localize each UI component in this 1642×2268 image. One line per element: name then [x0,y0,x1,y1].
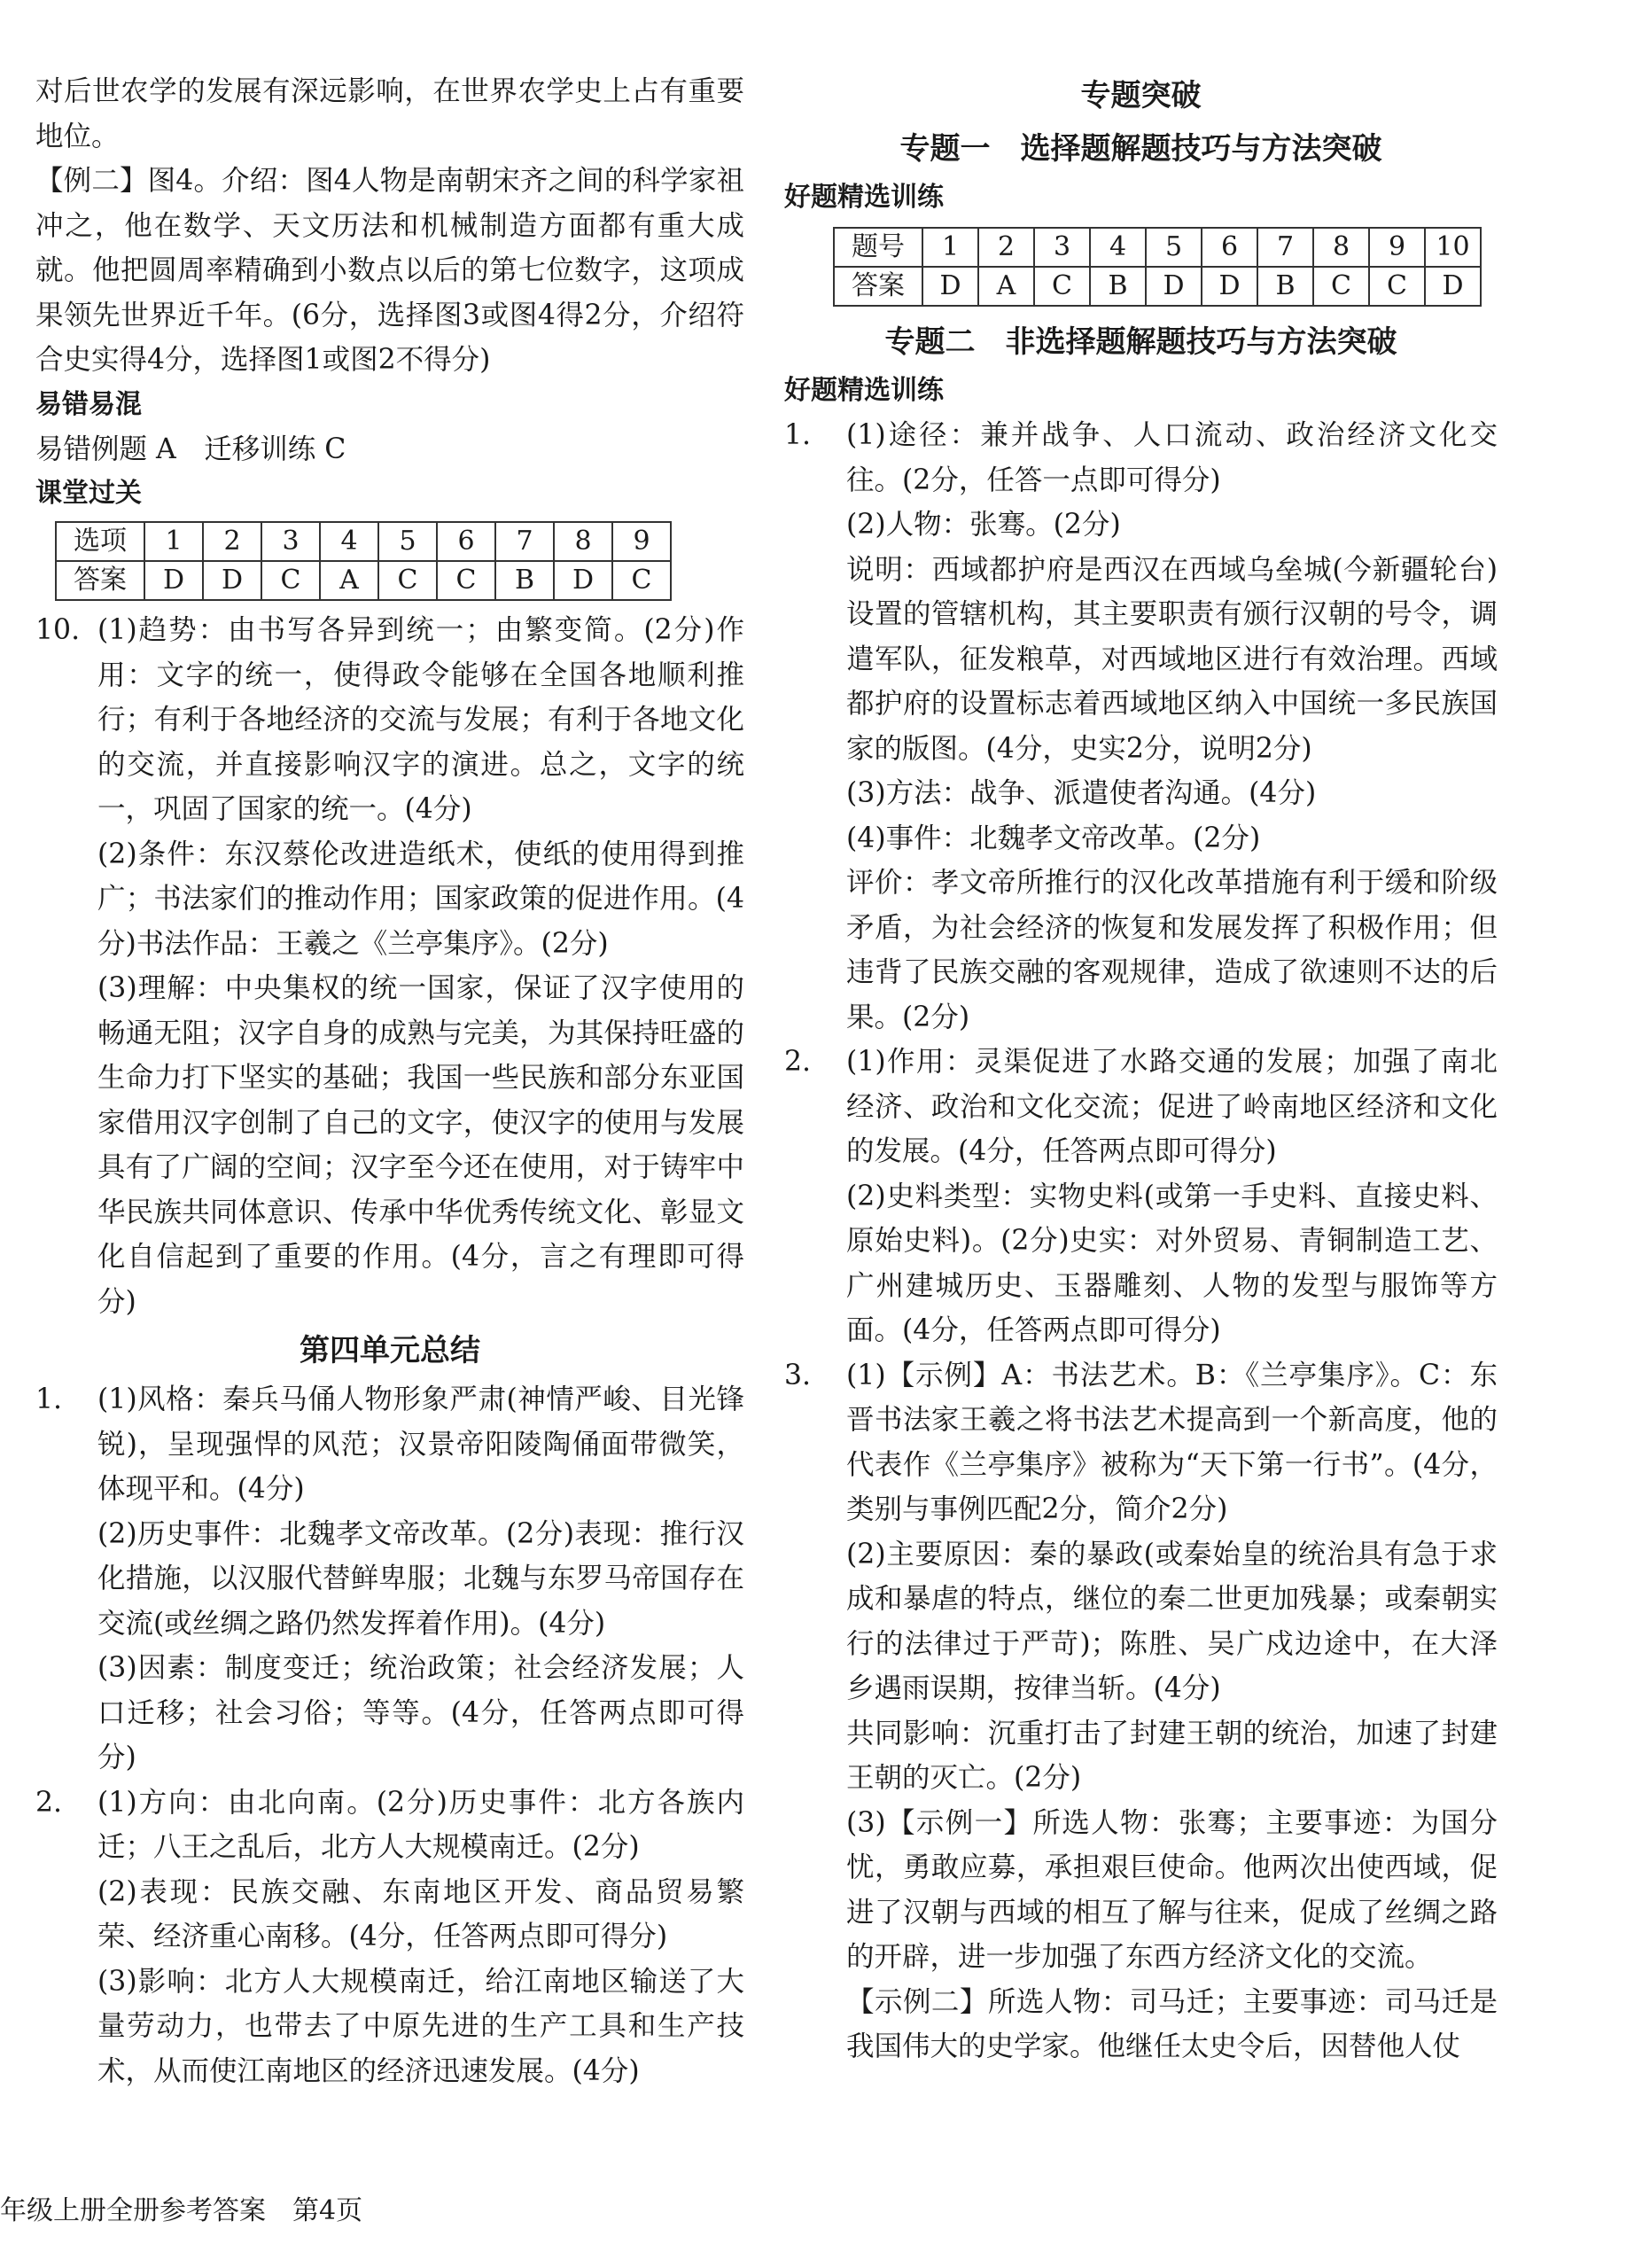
answer-part: (2)史料类型：实物史料(或第一手史料、直接史料、原始史料)。(2分)史实：对外贸易、青铜制造工艺、广州建城历史、玉器雕刻、人物的发型与服饰等方面。(4分，任答两点即可得分) [846,1180,1498,1346]
table-cell: C [261,561,320,600]
table-cell: D [1202,267,1257,306]
answer-part: 说明：西域都护府是西汉在西域乌垒城(今新疆轮台)设置的管辖机构，其主要职责有颁行汉朝的号令，调遣军队，征发粮草，对西域地区进行有效治理。西域都护府的设置标志着西域地区纳入中国统一多民族国家的版图。(4分，史实2分，说明2分) [846,553,1498,765]
topic-1-answer-table [833,227,1482,307]
page-footer: 年级上册全册参考答案 第4页 [0,2195,363,2226]
intro-paragraph-1: 对后世农学的发展有深远影响，在世界农学史上占有重要地位。 [35,75,744,152]
table-cell: 2 [978,228,1034,267]
table-header-cell: 答案 [56,561,144,600]
answer-part: (1)作用：灵渠促进了水路交通的发展；加强了南北经济、政治和文化交流；促进了岭南地区经济和文化的发展。(4分，任答两点即可得分) [846,1046,1498,1167]
question-10 [35,608,744,1324]
answer-part: 评价：孝文帝所推行的汉化改革措施有利于缓和阶级矛盾，为社会经济的恢复和发展发挥了积极作用；但违背了民族交融的客观规律，造成了欲速则不达的后果。(2分) [846,867,1498,1033]
answer-part: (3)【示例一】所选人物：张骞；主要事迹：为国分忧，勇敢应募，承担艰巨使命。他两次出使西域，促进了汉朝与西域的相互了解与往来，促成了丝绸之路的开辟，进一步加强了东西方经济文化的交流。 [846,1806,1498,1973]
table-cell: 6 [437,522,495,561]
answer-part: 共同影响：沉重打击了封建王朝的统治，加速了封建王朝的灭亡。(2分) [846,1717,1498,1794]
table-cell: D [554,561,612,600]
answer-part: (3)理解：中央集权的统一国家，保证了汉字使用的畅通无阻；汉字自身的成熟与完美，为其保持旺盛的生命力打下坚实的基础；我国一些民族和部分东亚国家借用汉字创制了自己的文字，使汉字的使用与发展具有了广阔的空间；汉字至今还在使用，对于铸牢中华民族共同体意识、传承中华优秀传统文化、彰显文化自信起到了重要的作用。(4分，言之有理即可得分) [97,972,744,1318]
answer-part: (4)事件：北魏孝文帝改革。(2分) [846,822,1261,854]
answer-part: (2)人物：张骞。(2分) [846,509,1121,541]
table-cell: 10 [1425,228,1481,267]
table-header-cell: 选项 [56,522,144,561]
answer-part: (3)影响：北方人大规模南迁，给江南地区输送了大量劳动力，也带去了中原先进的生产工具和生产技术，从而使江南地区的经济迅速发展。(4分) [97,1965,744,2087]
table-row [834,228,1481,267]
table-cell: 3 [261,522,320,561]
table-cell: A [978,267,1034,306]
answer-part: (1)【示例】A：书法艺术。B：《兰亭集序》。C：东晋书法家王羲之将书法艺术提高到一个新高度，他的代表作《兰亭集序》被称为“天下第一行书”。(4分，类别与事例匹配2分，简介2分) [846,1359,1498,1525]
topic-question-3 [784,1353,1498,2069]
right-column [784,69,1498,2069]
answer-part: (1)趋势：由书写各异到统一；由繁变简。(2分)作用：文字的统一，使得政令能够在全国各地顺利推行；有利于各地经济的交流与发展；有利于各地文化的交流，并直接影响汉字的演进。总之，文字的统一，巩固了国家的统一。(4分) [97,614,744,825]
table-header-cell: 题号 [834,228,922,267]
question-number: 1. [784,419,812,451]
table-cell: 6 [1202,228,1257,267]
question-number: 2. [35,1786,63,1819]
intro-paragraph-2: 【例二】图4。介绍：图4人物是南朝宋齐之间的科学家祖冲之，他在数学、天文历法和机械制造方面都有重大成就。他把圆周率精确到小数点以后的第七位数字，这项成果领先世界近千年。(6分，选择图3或图4得2分，介绍符合史实得4分，选择图1或图2不得分) [35,165,744,376]
table-cell: C [378,561,437,600]
table-cell: 4 [320,522,378,561]
table-cell: D [922,267,978,306]
table-row [56,522,671,561]
topic-2-title: 专题二 非选择题解题技巧与方法突破 [884,324,1397,360]
answer-part: (3)方法：战争、派遣使者沟通。(4分) [846,777,1317,809]
table-cell: D [1146,267,1202,306]
table-cell: C [1034,267,1090,306]
left-column [35,69,744,2093]
error-answers: 易错例题 A 迁移训练 C [35,433,346,465]
table-cell: D [203,561,261,600]
answer-part: (1)途径：兼并战争、人口流动、政治经济文化交往。(2分，任答一点即可得分) [846,419,1498,496]
question-number: 10. [35,614,81,646]
table-header-cell: 答案 [834,267,922,306]
answer-part: 【示例二】所选人物：司马迁；主要事迹：司马迁是我国伟大的史学家。他继任太史令后，因替他人仗 [846,1985,1498,2062]
table-row [56,561,671,600]
table-cell: 1 [144,522,203,561]
table-row [834,267,1481,306]
unit-question-2 [35,1781,744,2094]
answer-part: (2)历史事件：北魏孝文帝改革。(2分)表现：推行汉化措施，以汉服代替鲜卑服；北魏与东罗马帝国存在交流(或丝绸之路仍然发挥着作用)。(4分) [97,1517,744,1640]
section-title: 专题突破 [1080,78,1202,113]
table-cell: 8 [554,522,612,561]
table-cell: 9 [1369,228,1425,267]
question-number: 3. [784,1359,812,1391]
answer-part: (1)方向：由北向南。(2分)历史事件：北方各族内迁；八王之乱后，北方人大规模南迁。(2分) [97,1786,744,1863]
practice-heading-2: 好题精选训练 [784,375,944,406]
practice-heading-1: 好题精选训练 [784,182,944,213]
unit-summary-title: 第四单元总结 [300,1333,480,1368]
table-cell: B [1257,267,1313,306]
table-cell: C [1369,267,1425,306]
classroom-answer-table [55,521,672,601]
question-number: 1. [35,1383,63,1415]
error-heading: 易错易混 [35,388,142,420]
table-cell: 1 [922,228,978,267]
table-cell: C [437,561,495,600]
answer-part: (2)主要原因：秦的暴政(或秦始皇的统治具有急于求成和暴虐的特点，继位的秦二世更加残暴；或秦朝实行的法律过于严苛)；陈胜、吴广戍边途中，在大泽乡遇雨误期，按律当斩。(4分) [846,1538,1498,1704]
answer-part: (2)条件：东汉蔡伦改进造纸术，使纸的使用得到推广；书法家们的推动作用；国家政策的促进作用。(4分)书法作品：王羲之《兰亭集序》。(2分) [97,838,744,960]
table-cell: 9 [612,522,671,561]
topic-1-title: 专题一 选择题解题技巧与方法突破 [899,131,1382,167]
table-cell: C [612,561,671,600]
classroom-heading: 课堂过关 [35,478,142,509]
topic-question-1 [784,413,1498,1040]
table-cell: B [495,561,554,600]
table-cell: D [144,561,203,600]
table-cell: D [1425,267,1481,306]
table-cell: 5 [1146,228,1202,267]
table-cell: 3 [1034,228,1090,267]
table-cell: 5 [378,522,437,561]
topic-question-2 [784,1040,1498,1353]
table-cell: 7 [495,522,554,561]
answer-part: (1)风格：秦兵马俑人物形象严肃(神情严峻、目光锋锐)，呈现强悍的风范；汉景帝阳陵陶俑面带微笑，体现平和。(4分) [97,1383,744,1505]
answer-part: (2)表现：民族交融、东南地区开发、商品贸易繁荣、经济重心南移。(4分，任答两点即可得分) [97,1875,744,1952]
table-cell: 2 [203,522,261,561]
unit-question-1 [35,1377,744,1781]
table-cell: 8 [1313,228,1369,267]
table-cell: 4 [1090,228,1146,267]
table-cell: B [1090,267,1146,306]
answer-part: (3)因素：制度变迁；统治政策；社会经济发展；人口迁移；社会习俗；等等。(4分，任答两点即可得分) [97,1652,744,1773]
table-cell: 7 [1257,228,1313,267]
table-cell: A [320,561,378,600]
question-number: 2. [784,1046,812,1078]
table-cell: C [1313,267,1369,306]
